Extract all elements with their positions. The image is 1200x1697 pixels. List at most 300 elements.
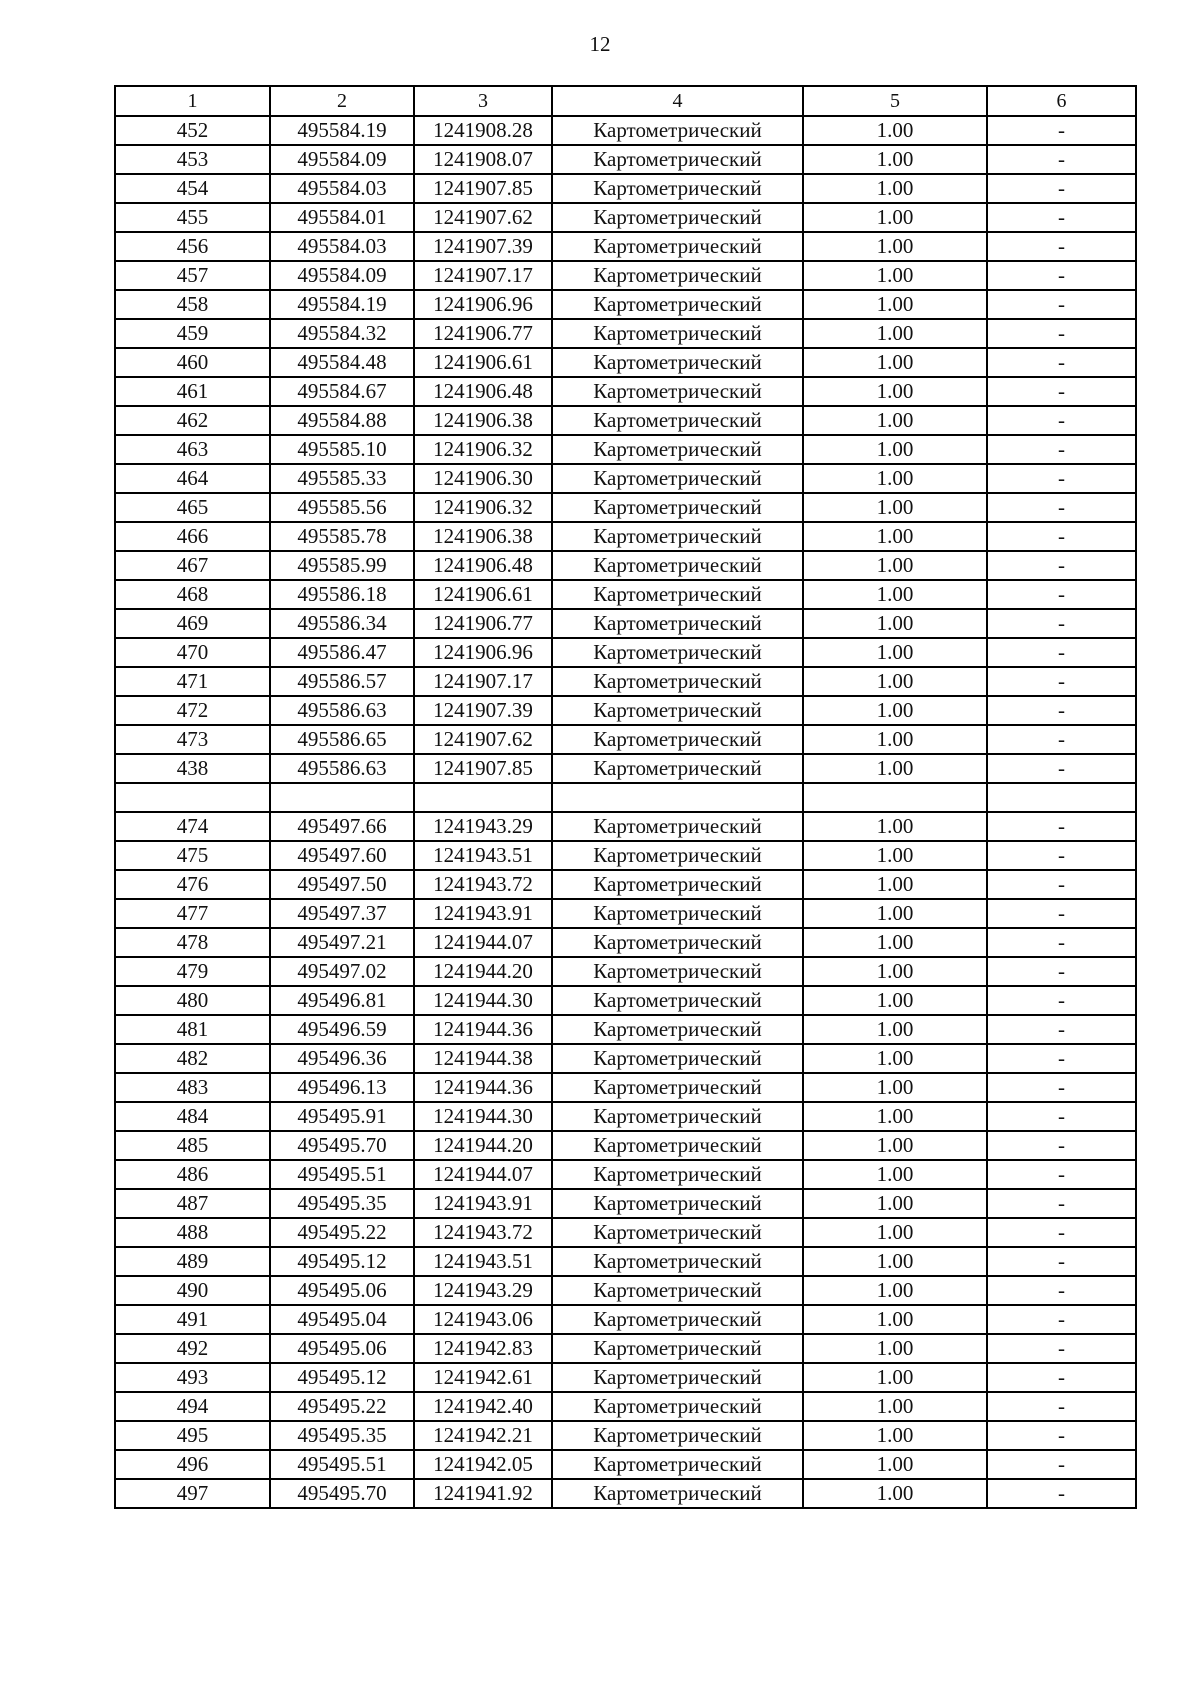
method-cell: Картометрический xyxy=(552,1421,803,1450)
table-row xyxy=(115,580,1136,609)
method-cell: Картометрический xyxy=(552,116,803,145)
x-coordinate-cell: 495496.36 xyxy=(270,1044,414,1073)
table-row xyxy=(115,667,1136,696)
accuracy-cell: 1.00 xyxy=(803,1218,987,1247)
description-cell: - xyxy=(987,1363,1136,1392)
description-cell: - xyxy=(987,1334,1136,1363)
y-coordinate-cell: 1241941.92 xyxy=(414,1479,552,1508)
x-coordinate-cell: 495584.03 xyxy=(270,232,414,261)
table-row xyxy=(115,899,1136,928)
point-number-cell: 471 xyxy=(115,667,270,696)
accuracy-cell: 1.00 xyxy=(803,435,987,464)
x-coordinate-cell: 495585.33 xyxy=(270,464,414,493)
point-number-cell: 468 xyxy=(115,580,270,609)
point-number-cell: 491 xyxy=(115,1305,270,1334)
x-coordinate-cell: 495495.91 xyxy=(270,1102,414,1131)
x-coordinate-cell: 495496.59 xyxy=(270,1015,414,1044)
method-cell: Картометрический xyxy=(552,435,803,464)
description-cell: - xyxy=(987,899,1136,928)
method-cell: Картометрический xyxy=(552,1479,803,1508)
method-cell: Картометрический xyxy=(552,1363,803,1392)
x-coordinate-cell: 495497.02 xyxy=(270,957,414,986)
y-coordinate-cell: 1241942.61 xyxy=(414,1363,552,1392)
description-cell: - xyxy=(987,580,1136,609)
point-number-cell: 438 xyxy=(115,754,270,783)
point-number-cell: 488 xyxy=(115,1218,270,1247)
x-coordinate-cell: 495584.19 xyxy=(270,290,414,319)
description-cell: - xyxy=(987,609,1136,638)
point-number-cell: 490 xyxy=(115,1276,270,1305)
method-cell: Картометрический xyxy=(552,1305,803,1334)
description-cell: - xyxy=(987,377,1136,406)
y-coordinate-cell: 1241907.39 xyxy=(414,696,552,725)
x-coordinate-cell: 495495.35 xyxy=(270,1421,414,1450)
table-header-row xyxy=(115,86,1136,116)
x-coordinate-cell: 495584.88 xyxy=(270,406,414,435)
y-coordinate-cell: 1241907.62 xyxy=(414,203,552,232)
description-cell: - xyxy=(987,725,1136,754)
description-cell: - xyxy=(987,1015,1136,1044)
point-number-cell: 456 xyxy=(115,232,270,261)
accuracy-cell: 1.00 xyxy=(803,1363,987,1392)
x-coordinate-cell: 495584.01 xyxy=(270,203,414,232)
accuracy-cell: 1.00 xyxy=(803,145,987,174)
description-cell: - xyxy=(987,493,1136,522)
y-coordinate-cell: 1241906.77 xyxy=(414,609,552,638)
description-cell: - xyxy=(987,522,1136,551)
description-cell: - xyxy=(987,1189,1136,1218)
table-row xyxy=(115,116,1136,145)
description-cell: - xyxy=(987,551,1136,580)
point-number-cell: 478 xyxy=(115,928,270,957)
y-coordinate-cell: 1241943.29 xyxy=(414,812,552,841)
description-cell: - xyxy=(987,1450,1136,1479)
point-number-cell: 485 xyxy=(115,1131,270,1160)
description-cell: - xyxy=(987,348,1136,377)
table-row xyxy=(115,1102,1136,1131)
description-cell: - xyxy=(987,261,1136,290)
x-coordinate-cell xyxy=(270,783,414,812)
y-coordinate-cell: 1241943.72 xyxy=(414,870,552,899)
accuracy-cell: 1.00 xyxy=(803,841,987,870)
point-number-cell: 479 xyxy=(115,957,270,986)
description-cell: - xyxy=(987,1305,1136,1334)
y-coordinate-cell: 1241944.36 xyxy=(414,1015,552,1044)
y-coordinate-cell: 1241943.72 xyxy=(414,1218,552,1247)
x-coordinate-cell: 495495.51 xyxy=(270,1450,414,1479)
table-row xyxy=(115,638,1136,667)
method-cell: Картометрический xyxy=(552,261,803,290)
x-coordinate-cell: 495495.70 xyxy=(270,1479,414,1508)
y-coordinate-cell: 1241907.39 xyxy=(414,232,552,261)
method-cell: Картометрический xyxy=(552,1073,803,1102)
x-coordinate-cell: 495496.81 xyxy=(270,986,414,1015)
y-coordinate-cell: 1241944.07 xyxy=(414,1160,552,1189)
table-row xyxy=(115,1305,1136,1334)
table-row xyxy=(115,870,1136,899)
y-coordinate-cell: 1241943.06 xyxy=(414,1305,552,1334)
column-header-4: 4 xyxy=(552,86,803,116)
accuracy-cell xyxy=(803,783,987,812)
point-number-cell: 494 xyxy=(115,1392,270,1421)
x-coordinate-cell: 495495.12 xyxy=(270,1247,414,1276)
y-coordinate-cell: 1241906.61 xyxy=(414,348,552,377)
point-number-cell: 481 xyxy=(115,1015,270,1044)
accuracy-cell: 1.00 xyxy=(803,1247,987,1276)
description-cell: - xyxy=(987,1218,1136,1247)
accuracy-cell: 1.00 xyxy=(803,232,987,261)
description-cell: - xyxy=(987,435,1136,464)
description-cell: - xyxy=(987,1392,1136,1421)
point-number-cell: 458 xyxy=(115,290,270,319)
method-cell: Картометрический xyxy=(552,957,803,986)
point-number-cell: 493 xyxy=(115,1363,270,1392)
x-coordinate-cell: 495586.34 xyxy=(270,609,414,638)
description-cell: - xyxy=(987,1102,1136,1131)
y-coordinate-cell: 1241906.30 xyxy=(414,464,552,493)
y-coordinate-cell: 1241906.32 xyxy=(414,493,552,522)
method-cell: Картометрический xyxy=(552,812,803,841)
point-number-cell: 495 xyxy=(115,1421,270,1450)
table-row xyxy=(115,754,1136,783)
table-row xyxy=(115,1189,1136,1218)
x-coordinate-cell: 495584.67 xyxy=(270,377,414,406)
x-coordinate-cell: 495497.60 xyxy=(270,841,414,870)
x-coordinate-cell: 495497.37 xyxy=(270,899,414,928)
x-coordinate-cell: 495495.70 xyxy=(270,1131,414,1160)
table-row xyxy=(115,464,1136,493)
point-number-cell: 472 xyxy=(115,696,270,725)
column-header-6: 6 xyxy=(987,86,1136,116)
x-coordinate-cell: 495495.22 xyxy=(270,1392,414,1421)
method-cell: Картометрический xyxy=(552,348,803,377)
accuracy-cell: 1.00 xyxy=(803,261,987,290)
x-coordinate-cell: 495495.06 xyxy=(270,1276,414,1305)
accuracy-cell: 1.00 xyxy=(803,928,987,957)
accuracy-cell: 1.00 xyxy=(803,203,987,232)
accuracy-cell: 1.00 xyxy=(803,986,987,1015)
y-coordinate-cell: 1241942.21 xyxy=(414,1421,552,1450)
accuracy-cell: 1.00 xyxy=(803,1044,987,1073)
description-cell xyxy=(987,783,1136,812)
table-row xyxy=(115,1334,1136,1363)
table-row xyxy=(115,725,1136,754)
table-row xyxy=(115,928,1136,957)
description-cell: - xyxy=(987,754,1136,783)
x-coordinate-cell: 495585.10 xyxy=(270,435,414,464)
table-row xyxy=(115,406,1136,435)
y-coordinate-cell: 1241907.17 xyxy=(414,261,552,290)
accuracy-cell: 1.00 xyxy=(803,348,987,377)
accuracy-cell: 1.00 xyxy=(803,609,987,638)
accuracy-cell: 1.00 xyxy=(803,899,987,928)
x-coordinate-cell: 495497.50 xyxy=(270,870,414,899)
x-coordinate-cell: 495586.47 xyxy=(270,638,414,667)
method-cell: Картометрический xyxy=(552,1044,803,1073)
accuracy-cell: 1.00 xyxy=(803,1102,987,1131)
x-coordinate-cell: 495584.09 xyxy=(270,261,414,290)
description-cell: - xyxy=(987,203,1136,232)
accuracy-cell: 1.00 xyxy=(803,1015,987,1044)
y-coordinate-cell xyxy=(414,783,552,812)
method-cell: Картометрический xyxy=(552,551,803,580)
method-cell: Картометрический xyxy=(552,841,803,870)
method-cell: Картометрический xyxy=(552,493,803,522)
table-row xyxy=(115,174,1136,203)
y-coordinate-cell: 1241944.20 xyxy=(414,957,552,986)
description-cell: - xyxy=(987,1160,1136,1189)
accuracy-cell: 1.00 xyxy=(803,667,987,696)
accuracy-cell: 1.00 xyxy=(803,464,987,493)
method-cell: Картометрический xyxy=(552,1102,803,1131)
method-cell: Картометрический xyxy=(552,145,803,174)
method-cell: Картометрический xyxy=(552,928,803,957)
accuracy-cell: 1.00 xyxy=(803,522,987,551)
description-cell: - xyxy=(987,1044,1136,1073)
table-row xyxy=(115,435,1136,464)
x-coordinate-cell: 495584.32 xyxy=(270,319,414,348)
coordinates-table xyxy=(114,85,1137,1509)
y-coordinate-cell: 1241907.85 xyxy=(414,754,552,783)
x-coordinate-cell: 495585.56 xyxy=(270,493,414,522)
y-coordinate-cell: 1241942.40 xyxy=(414,1392,552,1421)
description-cell: - xyxy=(987,464,1136,493)
description-cell: - xyxy=(987,638,1136,667)
page-number: 12 xyxy=(589,32,611,56)
table-row xyxy=(115,1073,1136,1102)
accuracy-cell: 1.00 xyxy=(803,1392,987,1421)
x-coordinate-cell: 495584.19 xyxy=(270,116,414,145)
accuracy-cell: 1.00 xyxy=(803,116,987,145)
y-coordinate-cell: 1241944.30 xyxy=(414,1102,552,1131)
description-cell: - xyxy=(987,1247,1136,1276)
method-cell: Картометрический xyxy=(552,203,803,232)
table-row xyxy=(115,1479,1136,1508)
table-row xyxy=(115,348,1136,377)
accuracy-cell: 1.00 xyxy=(803,377,987,406)
y-coordinate-cell: 1241942.05 xyxy=(414,1450,552,1479)
x-coordinate-cell: 495586.18 xyxy=(270,580,414,609)
accuracy-cell: 1.00 xyxy=(803,580,987,609)
accuracy-cell: 1.00 xyxy=(803,1160,987,1189)
method-cell: Картометрический xyxy=(552,725,803,754)
description-cell: - xyxy=(987,841,1136,870)
y-coordinate-cell: 1241944.30 xyxy=(414,986,552,1015)
y-coordinate-cell: 1241906.32 xyxy=(414,435,552,464)
x-coordinate-cell: 495496.13 xyxy=(270,1073,414,1102)
description-cell: - xyxy=(987,174,1136,203)
method-cell: Картометрический xyxy=(552,1450,803,1479)
accuracy-cell: 1.00 xyxy=(803,1131,987,1160)
description-cell: - xyxy=(987,290,1136,319)
point-number-cell: 496 xyxy=(115,1450,270,1479)
y-coordinate-cell: 1241944.20 xyxy=(414,1131,552,1160)
x-coordinate-cell: 495495.22 xyxy=(270,1218,414,1247)
table-row xyxy=(115,493,1136,522)
accuracy-cell: 1.00 xyxy=(803,812,987,841)
description-cell: - xyxy=(987,1073,1136,1102)
y-coordinate-cell: 1241943.29 xyxy=(414,1276,552,1305)
method-cell: Картометрический xyxy=(552,319,803,348)
method-cell: Картометрический xyxy=(552,899,803,928)
point-number-cell: 475 xyxy=(115,841,270,870)
x-coordinate-cell: 495495.06 xyxy=(270,1334,414,1363)
table-row xyxy=(115,1218,1136,1247)
table-row xyxy=(115,522,1136,551)
method-cell: Картометрический xyxy=(552,406,803,435)
y-coordinate-cell: 1241908.28 xyxy=(414,116,552,145)
table-row xyxy=(115,145,1136,174)
y-coordinate-cell: 1241907.17 xyxy=(414,667,552,696)
accuracy-cell: 1.00 xyxy=(803,725,987,754)
method-cell: Картометрический xyxy=(552,667,803,696)
point-number-cell: 459 xyxy=(115,319,270,348)
y-coordinate-cell: 1241943.51 xyxy=(414,841,552,870)
point-number-cell: 497 xyxy=(115,1479,270,1508)
y-coordinate-cell: 1241907.62 xyxy=(414,725,552,754)
point-number-cell: 474 xyxy=(115,812,270,841)
y-coordinate-cell: 1241944.36 xyxy=(414,1073,552,1102)
table-row xyxy=(115,551,1136,580)
method-cell: Картометрический xyxy=(552,1015,803,1044)
x-coordinate-cell: 495586.57 xyxy=(270,667,414,696)
accuracy-cell: 1.00 xyxy=(803,696,987,725)
accuracy-cell: 1.00 xyxy=(803,1189,987,1218)
table-row xyxy=(115,377,1136,406)
description-cell: - xyxy=(987,1131,1136,1160)
x-coordinate-cell: 495495.51 xyxy=(270,1160,414,1189)
table-row xyxy=(115,203,1136,232)
x-coordinate-cell: 495585.99 xyxy=(270,551,414,580)
description-cell: - xyxy=(987,870,1136,899)
point-number-cell: 482 xyxy=(115,1044,270,1073)
method-cell: Картометрический xyxy=(552,638,803,667)
column-header-3: 3 xyxy=(414,86,552,116)
column-header-2: 2 xyxy=(270,86,414,116)
x-coordinate-cell: 495584.48 xyxy=(270,348,414,377)
method-cell: Картометрический xyxy=(552,1392,803,1421)
description-cell: - xyxy=(987,812,1136,841)
method-cell: Картометрический xyxy=(552,290,803,319)
table-body xyxy=(115,86,1136,1508)
table-row xyxy=(115,841,1136,870)
accuracy-cell: 1.00 xyxy=(803,406,987,435)
table-row xyxy=(115,1015,1136,1044)
table-row xyxy=(115,1131,1136,1160)
accuracy-cell: 1.00 xyxy=(803,754,987,783)
point-number-cell: 477 xyxy=(115,899,270,928)
table-row xyxy=(115,1276,1136,1305)
description-cell: - xyxy=(987,696,1136,725)
point-number-cell: 476 xyxy=(115,870,270,899)
accuracy-cell: 1.00 xyxy=(803,493,987,522)
table-row xyxy=(115,232,1136,261)
x-coordinate-cell: 495584.09 xyxy=(270,145,414,174)
accuracy-cell: 1.00 xyxy=(803,174,987,203)
accuracy-cell: 1.00 xyxy=(803,1421,987,1450)
accuracy-cell: 1.00 xyxy=(803,638,987,667)
x-coordinate-cell: 495495.35 xyxy=(270,1189,414,1218)
x-coordinate-cell: 495495.04 xyxy=(270,1305,414,1334)
accuracy-cell: 1.00 xyxy=(803,957,987,986)
y-coordinate-cell: 1241907.85 xyxy=(414,174,552,203)
y-coordinate-cell: 1241906.96 xyxy=(414,638,552,667)
y-coordinate-cell: 1241906.96 xyxy=(414,290,552,319)
method-cell: Картометрический xyxy=(552,609,803,638)
point-number-cell: 470 xyxy=(115,638,270,667)
column-header-5: 5 xyxy=(803,86,987,116)
accuracy-cell: 1.00 xyxy=(803,1479,987,1508)
point-number-cell: 453 xyxy=(115,145,270,174)
description-cell: - xyxy=(987,406,1136,435)
method-cell xyxy=(552,783,803,812)
method-cell: Картометрический xyxy=(552,522,803,551)
method-cell: Картометрический xyxy=(552,1247,803,1276)
table-row xyxy=(115,1247,1136,1276)
description-cell: - xyxy=(987,667,1136,696)
method-cell: Картометрический xyxy=(552,1276,803,1305)
method-cell: Картометрический xyxy=(552,1218,803,1247)
method-cell: Картометрический xyxy=(552,1160,803,1189)
point-number-cell: 455 xyxy=(115,203,270,232)
x-coordinate-cell: 495495.12 xyxy=(270,1363,414,1392)
table-row xyxy=(115,1450,1136,1479)
method-cell: Картометрический xyxy=(552,232,803,261)
method-cell: Картометрический xyxy=(552,377,803,406)
accuracy-cell: 1.00 xyxy=(803,1276,987,1305)
point-number-cell: 486 xyxy=(115,1160,270,1189)
table-row xyxy=(115,1044,1136,1073)
table-row xyxy=(115,290,1136,319)
point-number-cell: 463 xyxy=(115,435,270,464)
point-number-cell: 487 xyxy=(115,1189,270,1218)
table-row xyxy=(115,986,1136,1015)
description-cell: - xyxy=(987,116,1136,145)
y-coordinate-cell: 1241906.48 xyxy=(414,551,552,580)
table-row xyxy=(115,319,1136,348)
method-cell: Картометрический xyxy=(552,696,803,725)
y-coordinate-cell: 1241942.83 xyxy=(414,1334,552,1363)
description-cell: - xyxy=(987,986,1136,1015)
y-coordinate-cell: 1241943.91 xyxy=(414,899,552,928)
point-number-cell xyxy=(115,783,270,812)
y-coordinate-cell: 1241944.07 xyxy=(414,928,552,957)
method-cell: Картометрический xyxy=(552,1189,803,1218)
method-cell: Картометрический xyxy=(552,1334,803,1363)
description-cell: - xyxy=(987,1479,1136,1508)
description-cell: - xyxy=(987,319,1136,348)
point-number-cell: 465 xyxy=(115,493,270,522)
table-row xyxy=(115,783,1136,812)
method-cell: Картометрический xyxy=(552,870,803,899)
y-coordinate-cell: 1241908.07 xyxy=(414,145,552,174)
point-number-cell: 469 xyxy=(115,609,270,638)
y-coordinate-cell: 1241906.77 xyxy=(414,319,552,348)
method-cell: Картометрический xyxy=(552,1131,803,1160)
table-row xyxy=(115,609,1136,638)
description-cell: - xyxy=(987,232,1136,261)
point-number-cell: 461 xyxy=(115,377,270,406)
y-coordinate-cell: 1241943.51 xyxy=(414,1247,552,1276)
table-row xyxy=(115,812,1136,841)
table-row xyxy=(115,1421,1136,1450)
point-number-cell: 466 xyxy=(115,522,270,551)
point-number-cell: 454 xyxy=(115,174,270,203)
point-number-cell: 467 xyxy=(115,551,270,580)
x-coordinate-cell: 495585.78 xyxy=(270,522,414,551)
accuracy-cell: 1.00 xyxy=(803,1450,987,1479)
x-coordinate-cell: 495586.65 xyxy=(270,725,414,754)
